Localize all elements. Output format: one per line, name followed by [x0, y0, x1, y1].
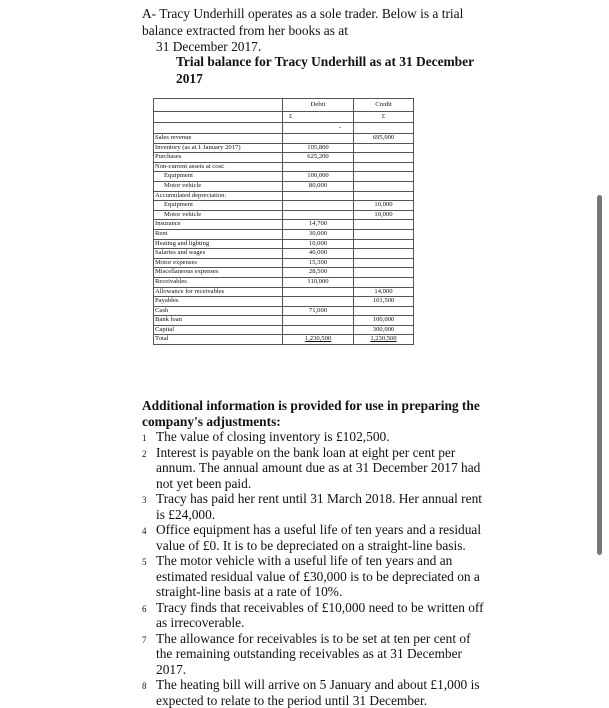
header-blank: [154, 99, 283, 112]
item-number: 8: [142, 681, 147, 691]
row-debit: 1,230,500: [283, 335, 354, 345]
row-debit: 105,800: [283, 143, 354, 153]
table-row: [154, 220, 414, 230]
item-text: The motor vehicle with a useful life of ten years and an estimated residual value of £30,000 is to be depreciated on a straight-line basis at a rate of 10%.: [156, 553, 480, 599]
scrollbar[interactable]: [597, 195, 602, 555]
row-label: Motor vehicle: [154, 210, 283, 220]
row-credit: [354, 153, 414, 163]
row-label: Salaries and wages: [154, 249, 283, 259]
row-label: Accumulated depreciation:: [154, 191, 283, 201]
row-credit: [354, 143, 414, 153]
item-text: Interest is payable on the bank loan at eight per cent per annum. The annual amount due as at 31 December 2017 had not yet been paid.: [156, 444, 481, 491]
item-number: 3: [142, 495, 147, 505]
row-debit: [283, 316, 354, 326]
row-label: Equipment: [154, 201, 283, 211]
row-debit: 110,000: [283, 277, 354, 287]
intro-text: [142, 6, 502, 56]
row-credit: 14,000: [354, 287, 414, 297]
table-row: [154, 134, 414, 144]
item-text: The heating bill will arrive on 5 January and about £1,000 is expected to relate to the period until 31 December.: [156, 677, 480, 708]
table-row: [154, 210, 414, 220]
row-credit: [354, 268, 414, 278]
row-credit: [354, 172, 414, 182]
row-label: Receivables: [154, 277, 283, 287]
row-credit: [354, 277, 414, 287]
table-header-row: [154, 99, 414, 112]
table-row: [154, 191, 414, 201]
row-credit: 10,000: [354, 201, 414, 211]
item-text: The allowance for receivables is to be set at ten per cent of the remaining outstanding receivables as at 31 December 2017.: [156, 630, 471, 677]
row-debit: 625,200: [283, 153, 354, 163]
row-credit: [354, 229, 414, 239]
table-row: [154, 229, 414, 239]
item-number: 2: [142, 448, 147, 459]
row-label: Purchases: [154, 153, 283, 163]
table-row: [154, 162, 414, 172]
row-label: Payables: [154, 297, 283, 307]
list-item: [142, 445, 487, 492]
row-label: Insurance: [154, 220, 283, 230]
row-credit: [354, 239, 414, 249]
table-row: [154, 335, 414, 345]
intro-line-2: balance extracted from her books as at: [142, 22, 348, 38]
row-credit: 695,000: [354, 134, 414, 144]
row-label: Cash: [154, 306, 283, 316]
table-row: [154, 249, 414, 259]
additional-information: [142, 398, 487, 708]
row-label: Motor vehicle: [154, 181, 283, 191]
unit-row: [154, 112, 414, 123]
intro-line-3: 31 December 2017.: [156, 39, 262, 54]
row-credit: [354, 258, 414, 268]
row-debit: 10,000: [283, 239, 354, 249]
row-credit: [354, 249, 414, 259]
item-text: Tracy has paid her rent until 31 March 2018. Her annual rent is £24,000.: [156, 491, 482, 522]
list-item: [142, 677, 487, 708]
credit-unit: £: [354, 112, 414, 123]
row-credit: [354, 181, 414, 191]
row-debit: [283, 191, 354, 201]
table-row: [154, 153, 414, 163]
adjustments-list: [142, 429, 487, 708]
item-text: The value of closing inventory is £102,500.: [156, 429, 390, 444]
table-row: [154, 316, 414, 326]
row-label: Rent: [154, 229, 283, 239]
table-row: [154, 172, 414, 182]
table-row: [154, 287, 414, 297]
gap-row: [154, 123, 414, 134]
table-row: [154, 181, 414, 191]
intro-line-1: A- Tracy Underhill operates as a sole trader. Below is a trial: [142, 6, 464, 21]
list-item: [142, 600, 487, 631]
row-debit: [283, 287, 354, 297]
table-title: [176, 54, 476, 87]
row-label: Miscellaneous expenses: [154, 268, 283, 278]
list-item: [142, 429, 487, 445]
table-title-line-2: 2017: [176, 70, 203, 86]
item-text: Tracy finds that receivables of £10,000 need to be written off as irrecoverable.: [156, 599, 484, 630]
item-number: 5: [142, 557, 147, 567]
table-row: [154, 201, 414, 211]
list-item: [142, 553, 487, 600]
row-debit: 14,700: [283, 220, 354, 230]
table-row: [154, 325, 414, 335]
item-text: Office equipment has a useful life of ten years and a residual value of £0. It is to be depreciated on a straight-line basis.: [156, 522, 482, 553]
item-number: 7: [142, 634, 147, 645]
row-label: Total: [154, 335, 283, 345]
row-debit: [283, 325, 354, 335]
row-label: Motor expenses: [154, 258, 283, 268]
row-label: Heating and lighting: [154, 239, 283, 249]
item-number: 4: [142, 526, 147, 536]
row-debit: 15,300: [283, 258, 354, 268]
debit-header: Debit: [283, 99, 354, 112]
table-row: [154, 239, 414, 249]
row-debit: 40,000: [283, 249, 354, 259]
additional-heading-2: company's adjustments:: [142, 413, 281, 429]
row-credit: [354, 162, 414, 172]
row-credit: 100,000: [354, 316, 414, 326]
table-row: [154, 258, 414, 268]
list-item: [142, 491, 487, 522]
row-debit: [283, 201, 354, 211]
row-debit: 80,000: [283, 181, 354, 191]
row-label: Capital: [154, 325, 283, 335]
row-credit: [354, 306, 414, 316]
list-item: [142, 631, 487, 678]
row-credit: [354, 191, 414, 201]
dash-mark: -: [283, 123, 354, 134]
row-debit: [283, 210, 354, 220]
table-row: [154, 277, 414, 287]
row-label: Equipment: [154, 172, 283, 182]
row-label: Non-current assets at cost:: [154, 162, 283, 172]
table-row: [154, 268, 414, 278]
debit-unit: £: [283, 112, 354, 123]
row-label: Inventory (as at 1 January 2017): [154, 143, 283, 153]
row-debit: 28,500: [283, 268, 354, 278]
trial-balance-table: [153, 98, 464, 398]
item-number: 6: [142, 603, 147, 614]
row-debit: 100,000: [283, 172, 354, 182]
row-debit: 30,000: [283, 229, 354, 239]
row-credit: 1,230,500: [354, 335, 414, 345]
row-credit: 300,000: [354, 325, 414, 335]
row-debit: [283, 134, 354, 144]
row-debit: 71,000: [283, 306, 354, 316]
row-label: Sales revenue: [154, 134, 283, 144]
row-label: Bank loan: [154, 316, 283, 326]
row-label: Allowance for receivables: [154, 287, 283, 297]
row-debit: [283, 162, 354, 172]
table-row: [154, 143, 414, 153]
table-row: [154, 306, 414, 316]
row-credit: [354, 220, 414, 230]
row-debit: [283, 297, 354, 307]
row-credit: 10,000: [354, 210, 414, 220]
item-number: 1: [142, 433, 147, 443]
table-row: [154, 297, 414, 307]
row-credit: 101,500: [354, 297, 414, 307]
table-title-line-1: Trial balance for Tracy Underhill as at 31 December: [176, 54, 475, 69]
additional-heading-1: Additional information is provided for use in preparing the: [142, 398, 480, 413]
credit-header: Credit: [354, 99, 414, 112]
list-item: [142, 522, 487, 553]
